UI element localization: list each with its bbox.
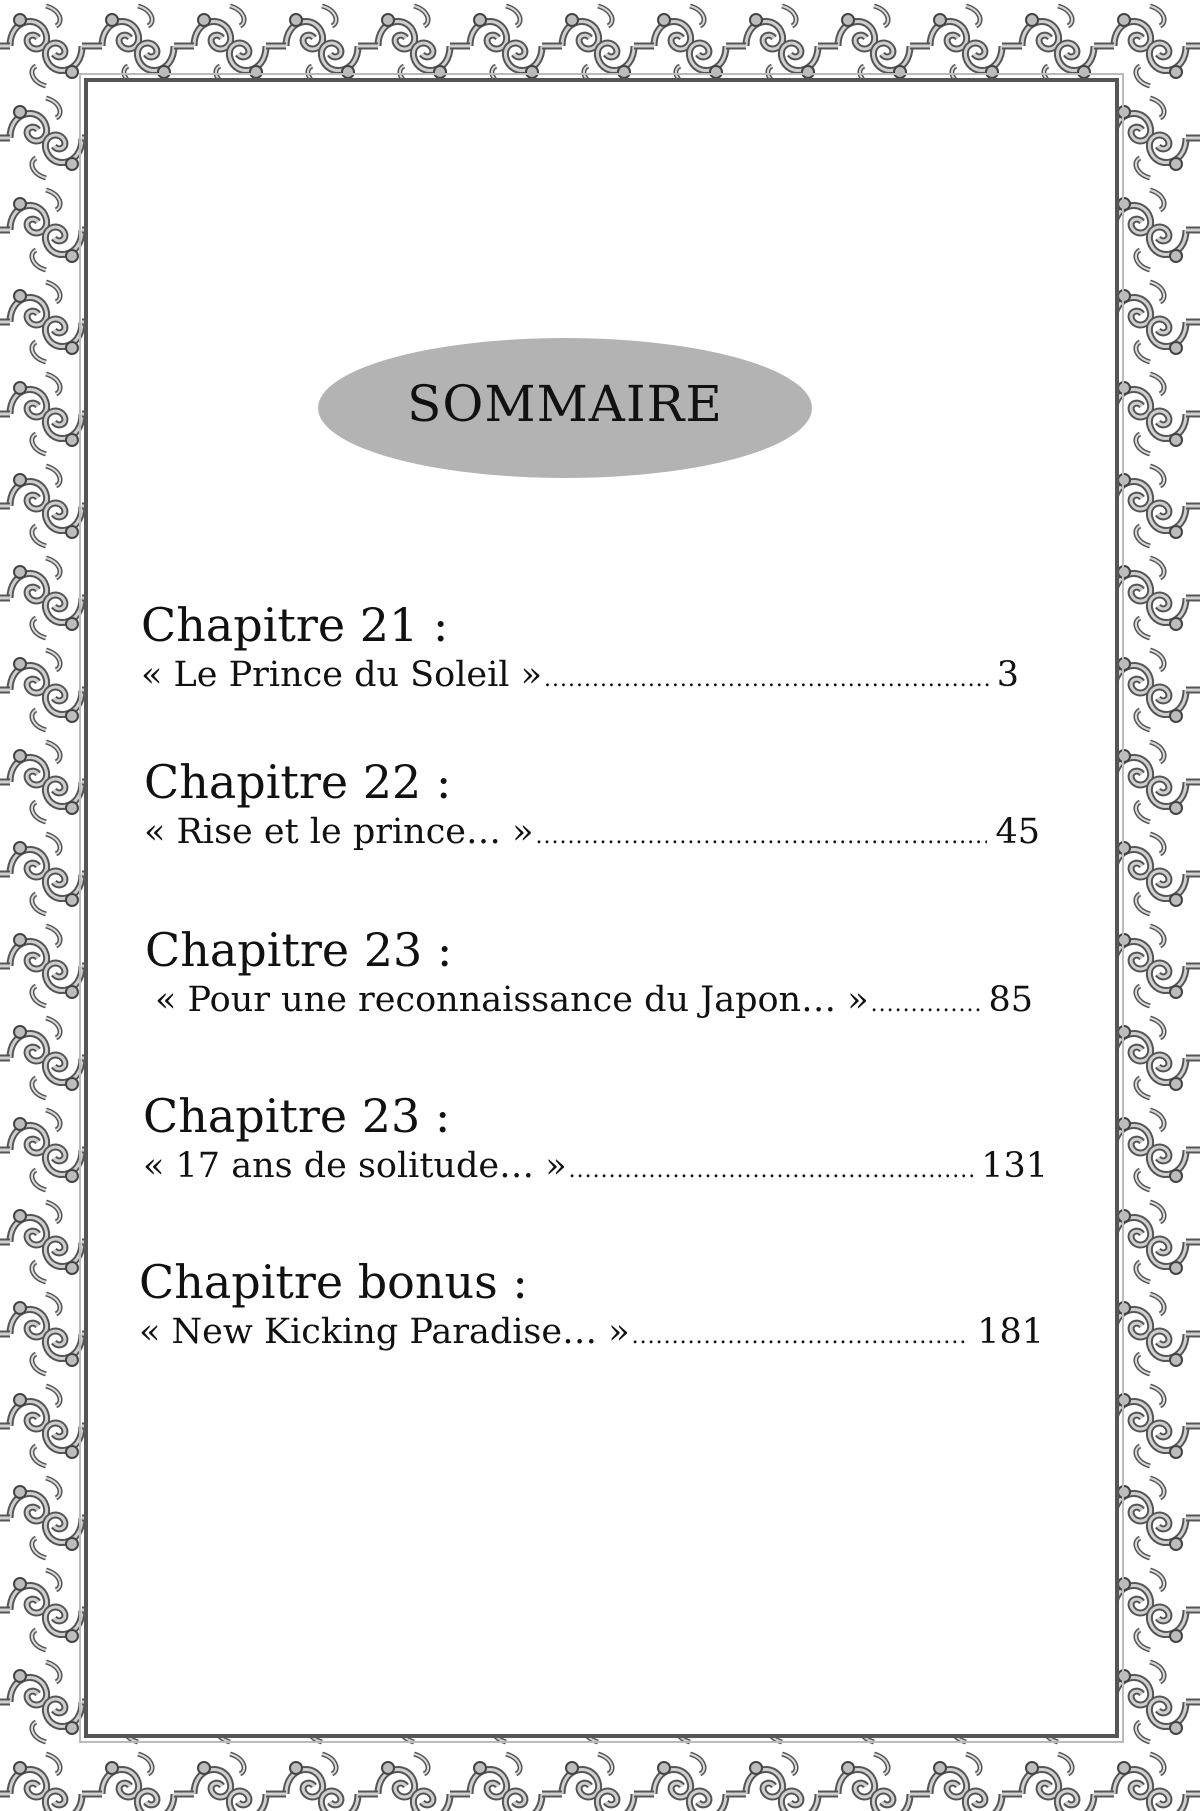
- leader-dots: [542, 658, 989, 702]
- chapter-heading: Chapitre 22 :: [144, 755, 452, 809]
- title-ellipse: [318, 338, 812, 478]
- page-title: SOMMAIRE: [407, 375, 723, 433]
- page-number: 131: [981, 1146, 1048, 1186]
- chapter-heading: Chapitre 21 :: [141, 598, 449, 652]
- toc-entry: [143, 1088, 1048, 1193]
- chapter-heading: Chapitre 23 :: [145, 923, 453, 977]
- leader-dots: [534, 815, 988, 859]
- toc-entry: [145, 922, 1033, 1027]
- chapter-line: [141, 653, 1019, 702]
- toc-entry: [144, 754, 1040, 859]
- leader-dots: [630, 1315, 970, 1359]
- leader-dots: [869, 983, 981, 1027]
- leader-dots: [567, 1149, 974, 1193]
- chapter-line: [144, 810, 1040, 859]
- chapter-title: « Pour une reconnaissance du Japon… »: [155, 980, 869, 1020]
- page-number: 45: [995, 812, 1040, 852]
- chapter-title: « Rise et le prince… »: [144, 812, 534, 852]
- chapter-line: [139, 1310, 1044, 1359]
- chapter-title: « 17 ans de solitude… »: [143, 1146, 567, 1186]
- chapter-heading: Chapitre bonus :: [139, 1255, 528, 1309]
- page-number: 181: [977, 1312, 1044, 1352]
- chapter-line: [145, 978, 1033, 1027]
- page-number: 3: [996, 655, 1019, 695]
- page-number: 85: [988, 980, 1033, 1020]
- chapter-line: [143, 1144, 1048, 1193]
- chapter-title: « Le Prince du Soleil »: [141, 655, 543, 695]
- chapter-heading: Chapitre 23 :: [143, 1089, 451, 1143]
- chapter-title: « New Kicking Paradise… »: [139, 1312, 630, 1352]
- toc-entry: [141, 597, 1019, 702]
- toc-entry: [139, 1254, 1044, 1359]
